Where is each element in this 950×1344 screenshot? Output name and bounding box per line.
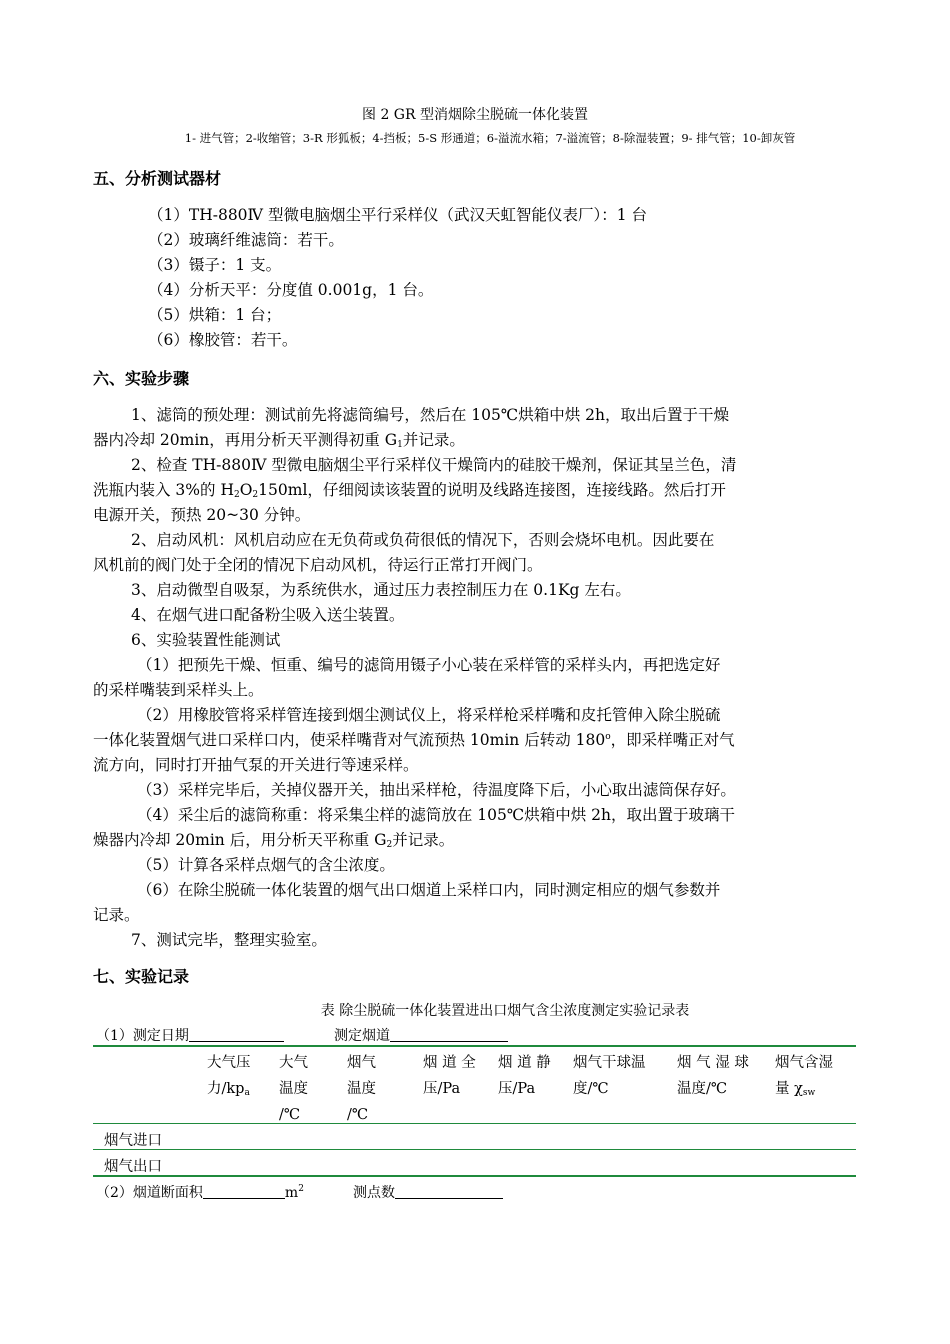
table-title: 表 除尘脱硫一体化装置进出口烟气含尘浓度测定实验记录表 bbox=[320, 1003, 690, 1019]
date-label: （1）测定日期 bbox=[96, 1028, 189, 1044]
equipment-item: （3）镊子：1 支。 bbox=[148, 256, 282, 274]
row-label-outlet: 烟气出口 bbox=[104, 1159, 162, 1175]
table-bottom-rule bbox=[93, 1175, 856, 1177]
points-blank[interactable] bbox=[395, 1184, 503, 1199]
substep-text: （3）采样完毕后，关掉仪器开关，抽出采样枪，待温度降下后，小心取出滤筒保存好。 bbox=[137, 781, 736, 799]
points-label: 测点数 bbox=[353, 1185, 395, 1201]
figure-title: 图 2 GR 型消烟除尘脱硫一体化装置 bbox=[362, 107, 588, 123]
substep-text: 燥器内冷却 20min 后，用分析天平称重 $G_2$并记录。 bbox=[93, 831, 455, 850]
step-text: 6、实验装置性能测试 bbox=[131, 631, 281, 649]
header-total-pressure: 烟 道 全 压/Pa bbox=[423, 1055, 476, 1097]
area-blank[interactable] bbox=[203, 1184, 285, 1199]
substep-text: 的采样嘴装到采样头上。 bbox=[93, 681, 264, 699]
table-row-rule bbox=[93, 1149, 856, 1150]
step-text: 2、检查 TH-880Ⅳ 型微电脑烟尘平行采样仪干燥筒内的硅胶干燥剂，保证其呈兰色，清 bbox=[131, 456, 737, 474]
flue-label: 测定烟道 bbox=[334, 1028, 390, 1044]
substep-text: （2）用橡胶管将采样管连接到烟尘测试仪上，将采样枪采样嘴和皮托管伸入除尘脱硫 bbox=[137, 706, 721, 724]
table-header-rule bbox=[93, 1123, 856, 1124]
area-field-row bbox=[96, 1182, 304, 1202]
substep-text: 一体化装置烟气进口采样口内，使采样嘴背对气流预热 10min 后转动 180$^o$，即采样嘴正对气 bbox=[93, 731, 735, 749]
substep-text: （5）计算各采样点烟气的含尘浓度。 bbox=[137, 856, 395, 874]
step-text: 1、滤筒的预处理：测试前先将滤筒编号，然后在 105℃烘箱中烘 2h，取出后置于干燥 bbox=[131, 406, 729, 424]
flue-blank[interactable] bbox=[390, 1027, 508, 1042]
equipment-item: （6）橡胶管：若干。 bbox=[148, 331, 298, 349]
step-text: 2、启动风机：风机启动应在无负荷或负荷很低的情况下，否则会烧坏电机。因此要在 bbox=[131, 531, 715, 549]
header-air-temp: 大气 温度 /℃ bbox=[279, 1055, 308, 1123]
date-field-row bbox=[96, 1025, 284, 1045]
header-static-pressure: 烟 道 静 压/Pa bbox=[498, 1055, 551, 1097]
substep-text: （4）采尘后的滤筒称重：将采集尘样的滤筒放在 105℃烘箱中烘 2h，取出置于玻璃干 bbox=[137, 806, 735, 824]
header-dry-bulb: 烟气干球温 度/℃ bbox=[573, 1055, 646, 1097]
step-text: 器内冷却 20min，再用分析天平测得初重 $G_1$并记录。 bbox=[93, 431, 465, 450]
step-text: 电源开关，预热 20~30 分钟。 bbox=[93, 506, 311, 524]
equipment-item: （1）TH-880Ⅳ 型微电脑烟尘平行采样仪（武汉天虹智能仪表厂）：1 台 bbox=[148, 206, 647, 224]
date-blank[interactable] bbox=[189, 1027, 284, 1042]
area-unit-exponent: 2 bbox=[298, 1184, 304, 1194]
step-text: 洗瓶内装入 3%的 $H_2O_2150ml$，仔细阅读该装置的说明及线路连接图，连接线路。然后打开 bbox=[93, 481, 726, 500]
substep-text: 流方向，同时打开抽气泵的开关进行等速采样。 bbox=[93, 756, 419, 774]
equipment-item: （2）玻璃纤维滤筒：若干。 bbox=[148, 231, 344, 249]
substep-text: （6）在除尘脱硫一体化装置的烟气出口烟道上采样口内，同时测定相应的烟气参数并 bbox=[137, 881, 721, 899]
section-6-heading: 六、实验步骤 bbox=[93, 369, 190, 388]
header-pressure: 大气压 力$/kp_a$ bbox=[207, 1055, 251, 1098]
area-label: （2）烟道断面积 bbox=[96, 1185, 203, 1201]
section-7-heading: 七、实验记录 bbox=[93, 967, 190, 986]
figure-legend: 1- 进气管；2-收缩管；3-R 形狐板；4-挡板；5-S 形通道；6-溢流水箱；7-溢流管；8-除湿装置；9- 排气管；10-卸灰管 bbox=[184, 131, 796, 145]
flue-field-row bbox=[334, 1025, 508, 1045]
step-text: 风机前的阀门处于全闭的情况下启动风机，待运行正常打开阀门。 bbox=[93, 556, 543, 574]
step-text: 3、启动微型自吸泵，为系统供水，通过压力表控制压力在 0.1Kg 左右。 bbox=[131, 581, 631, 599]
equipment-item: （5）烘箱：1 台； bbox=[148, 306, 282, 324]
substep-text: 记录。 bbox=[93, 906, 140, 924]
equipment-item: （4）分析天平：分度值 0.001g，1 台。 bbox=[148, 281, 434, 299]
substep-text: （1）把预先干燥、恒重、编号的滤筒用镊子小心装在采样管的采样头内，再把选定好 bbox=[137, 656, 721, 674]
area-unit: m bbox=[284, 1185, 299, 1201]
table-top-rule bbox=[93, 1045, 856, 1047]
section-5-heading: 五、分析测试器材 bbox=[93, 169, 222, 188]
points-field-row bbox=[353, 1182, 503, 1202]
header-moisture: 烟气含湿 量 $\chi_{sw}$ bbox=[775, 1055, 833, 1098]
step-text: 4、在烟气进口配备粉尘吸入送尘装置。 bbox=[131, 606, 405, 624]
header-wet-bulb: 烟 气 湿 球 温度/℃ bbox=[677, 1055, 749, 1097]
step-text: 7、测试完毕，整理实验室。 bbox=[131, 931, 327, 949]
row-label-inlet: 烟气进口 bbox=[104, 1133, 162, 1149]
header-flue-temp: 烟气 温度 /℃ bbox=[347, 1055, 376, 1123]
